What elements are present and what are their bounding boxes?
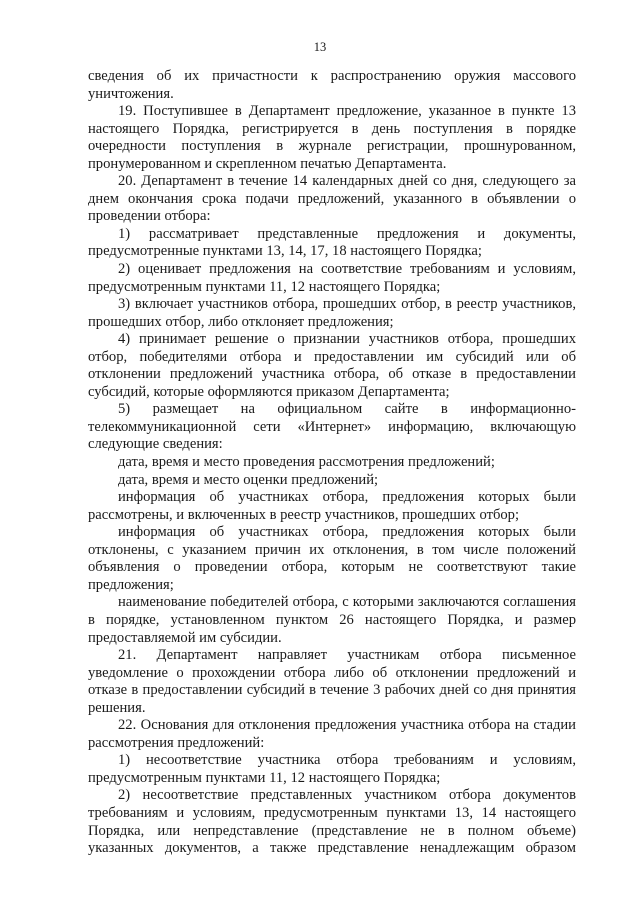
paragraph-continuation: сведения об их причастности к распространению оружия массового уничтожения. — [88, 68, 576, 102]
paragraph-19: 19. Поступившее в Департамент предложение, указанное в пункте 13 настоящего Порядка, регистрируется в день поступления в порядке очередности поступления в журнале регистрации, прошнурованном, пронумерованном и скрепленном печатью Департамента. — [88, 103, 576, 172]
info-item-reviewed-participants: информация об участниках отбора, предложения которых были рассмотрены, и включенных в реестр участников, прошедших отбор; — [88, 489, 576, 523]
list-item-20-2: 2) оценивает предложения на соответствие требованиям и условиям, предусмотренным пунктами 11, 12 настоящего Порядка; — [88, 261, 576, 295]
list-item-20-3: 3) включает участников отбора, прошедших отбор, в реестр участников, прошедших отбор, либо отклоняет предложения; — [88, 296, 576, 330]
page-number: 13 — [313, 40, 327, 54]
info-item-winners: наименование победителей отбора, с которыми заключаются соглашения в порядке, установленном пунктом 26 настоящего Порядка, и размер предоставляемой им субсидии. — [88, 594, 576, 646]
list-item-20-4: 4) принимает решение о признании участников отбора, прошедших отбор, победителями отбора и предоставлении им субсидий или об отклонении предложений участника отбора, об отказе в предоставлении субсидий, которые оформляются приказом Департамента; — [88, 331, 576, 400]
list-item-20-1: 1) рассматривает представленные предложения и документы, предусмотренные пунктами 13, 14, 17, 18 настоящего Порядка; — [88, 225, 576, 260]
list-item-22-1: 1) несоответствие участника отбора требованиям и условиям, предусмотренным пунктами 11, 12 настоящего Порядка; — [88, 752, 576, 786]
document-body — [88, 68, 576, 858]
info-item-rejected-participants: информация об участниках отбора, предложения которых были отклонены, с указанием причин их отклонения, в том числе положений объявления о проведении отбора, которым не соответствуют такие предложения; — [88, 524, 576, 593]
info-item-review-date: дата, время и место проведения рассмотрения предложений; — [118, 454, 495, 471]
list-item-20-5: 5) размещает на официальном сайте в информационно-телекоммуникационной сети «Интернет» информацию, включающую следующие сведения: — [88, 401, 576, 453]
info-item-evaluation-date: дата, время и место оценки предложений; — [118, 471, 379, 488]
paragraph-22: 22. Основания для отклонения предложения участника отбора на стадии рассмотрения предложений: — [88, 717, 576, 751]
paragraph-21: 21. Департамент направляет участникам отбора письменное уведомление о прохождении отбора либо об отклонении предложений и отказе в предоставлении субсидий в течение 3 рабочих дней со дня принятия решения. — [88, 647, 576, 716]
paragraph-20: 20. Департамент в течение 14 календарных дней со дня, следующего за днем окончания срока подачи предложений, указанного в объявлении о проведении отбора: — [88, 173, 576, 225]
list-item-22-2: 2) несоответствие представленных участником отбора документов требованиям и условиям, предусмотренным пунктами 13, 14 настоящего Порядка, или непредставление (представление не в полном объеме) указанных документов, а также представление ненадлежащим образом — [88, 787, 576, 857]
